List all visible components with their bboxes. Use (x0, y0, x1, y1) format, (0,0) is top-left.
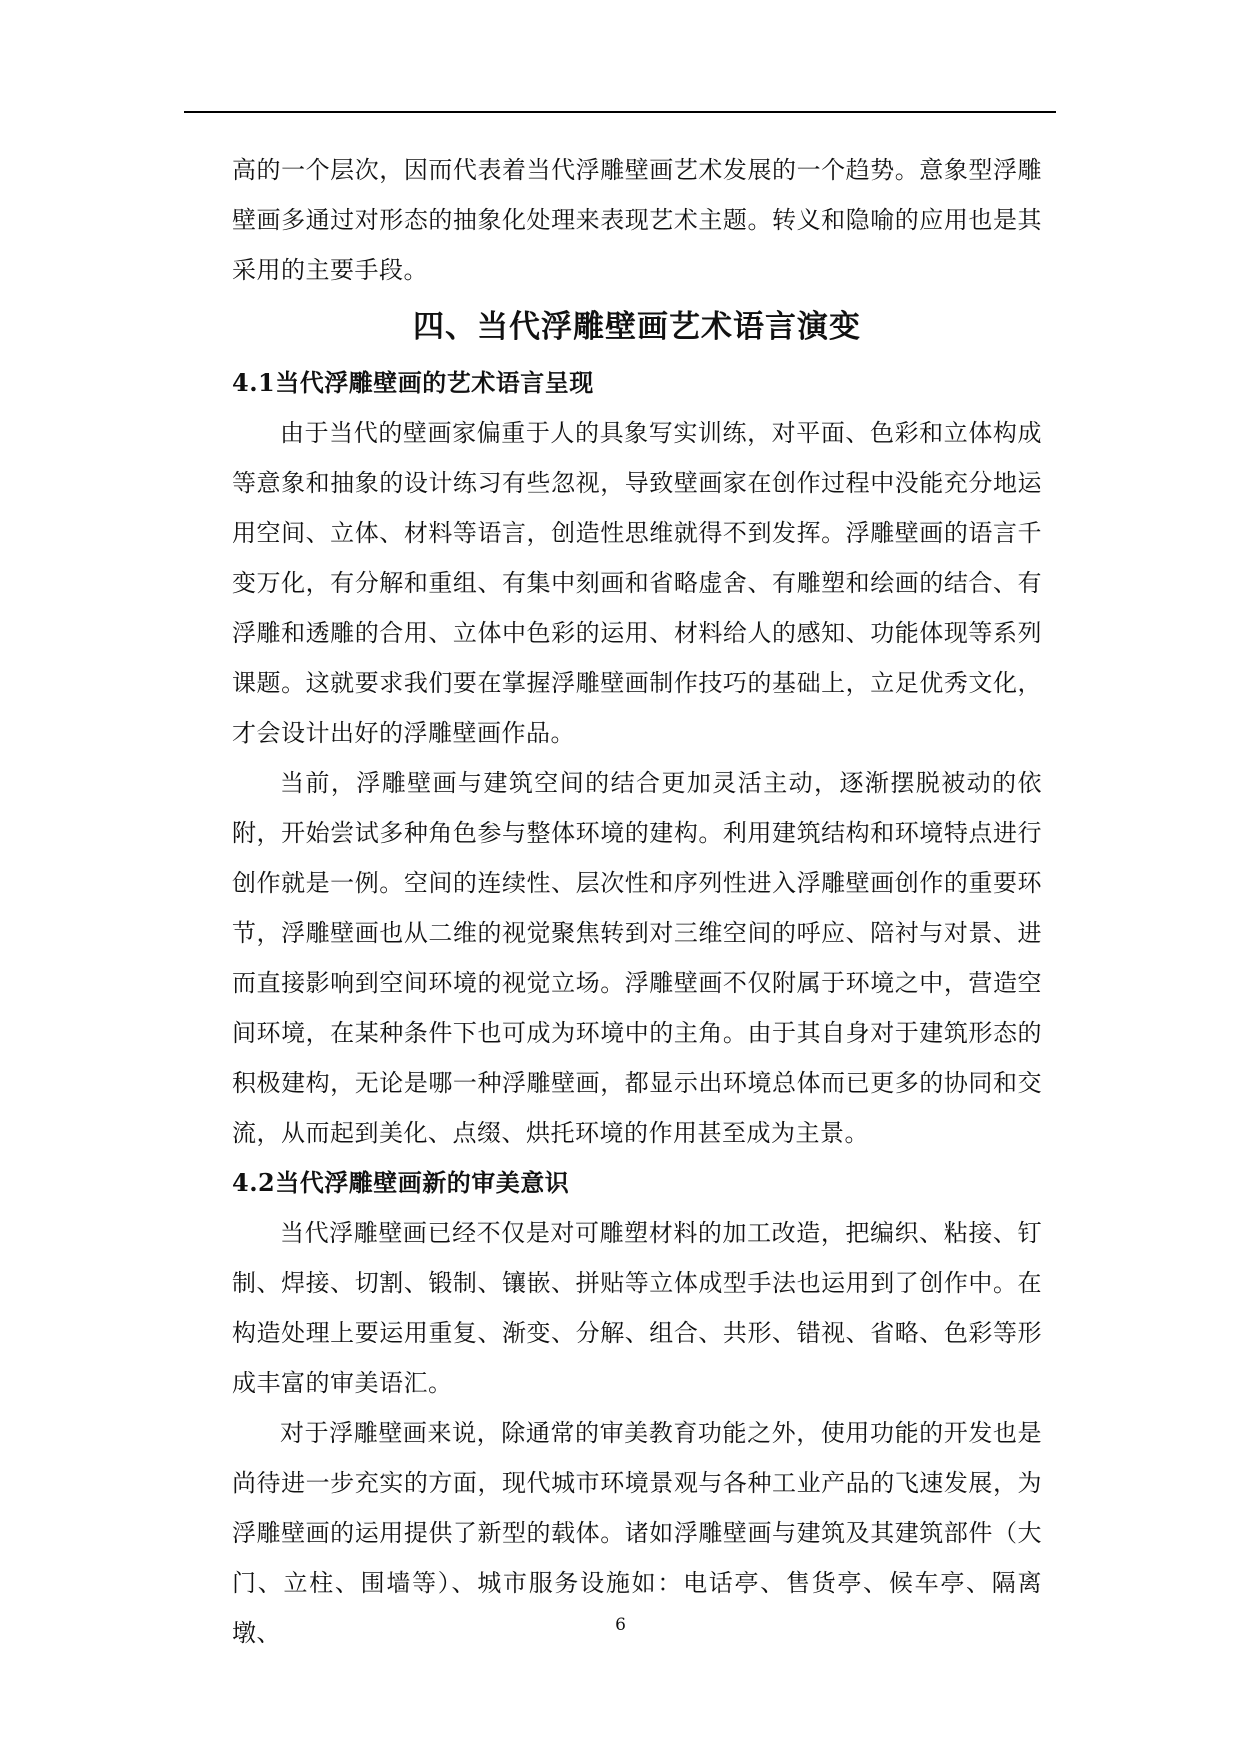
page-number: 6 (615, 1615, 626, 1635)
chapter-title: 四、当代浮雕壁画艺术语言演变 (413, 309, 861, 345)
section-4-2 (232, 1158, 1042, 1658)
body-paragraph: 当代浮雕壁画已经不仅是对可雕塑材料的加工改造，把编织、粘接、钉制、焊接、切割、锻制、镶嵌、拼贴等立体成型手法也运用到了创作中。在构造处理上要运用重复、渐变、分解、组合、共形、错视、省略、色彩等形成丰富的审美语汇。 (232, 1219, 1042, 1397)
section-heading: 4.2当代浮雕壁画新的审美意识 (232, 1168, 570, 1197)
body-paragraph: 由于当代的壁画家偏重于人的具象写实训练，对平面、色彩和立体构成等意象和抽象的设计练习有些忽视，导致壁画家在创作过程中没能充分地运用空间、立体、材料等语言，创造性思维就得不到发挥。浮雕壁画的语言千变万化，有分解和重组、有集中刻画和省略虚舍、有雕塑和绘画的结合、有浮雕和透雕的合用、立体中色彩的运用、材料给人的感知、功能体现等系列课题。这就要求我们要在掌握浮雕壁画制作技巧的基础上，立足优秀文化，才会设计出好的浮雕壁画作品。 (232, 419, 1042, 747)
section-4-1 (232, 358, 1042, 1158)
document-body (232, 145, 1042, 1658)
header-rule (184, 111, 1056, 113)
body-paragraph: 当前，浮雕壁画与建筑空间的结合更加灵活主动，逐渐摆脱被动的依附，开始尝试多种角色参与整体环境的建构。利用建筑结构和环境特点进行创作就是一例。空间的连续性、层次性和序列性进入浮雕壁画创作的重要环节，浮雕壁画也从二维的视觉聚焦转到对三维空间的呼应、陪衬与对景、进而直接影响到空间环境的视觉立场。浮雕壁画不仅附属于环境之中，营造空间环境，在某种条件下也可成为环境中的主角。由于其自身对于建筑形态的积极建构，无论是哪一种浮雕壁画，都显示出环境总体而已更多的协同和交流，从而起到美化、点缀、烘托环境的作用甚至成为主景。 (232, 769, 1042, 1147)
body-paragraph: 对于浮雕壁画来说，除通常的审美教育功能之外，使用功能的开发也是尚待进一步充实的方面，现代城市环境景观与各种工业产品的飞速发展，为浮雕壁画的运用提供了新型的载体。诸如浮雕壁画与建筑及其建筑部件（大门、立柱、围墙等）、城市服务设施如：电话亭、售货亭、候车亭、隔离墩、 (232, 1419, 1042, 1647)
continued-paragraph: 高的一个层次，因而代表着当代浮雕壁画艺术发展的一个趋势。意象型浮雕壁画多通过对形态的抽象化处理来表现艺术主题。转义和隐喻的应用也是其采用的主要手段。 (232, 156, 1042, 284)
section-heading: 4.1当代浮雕壁画的艺术语言呈现 (232, 368, 594, 397)
